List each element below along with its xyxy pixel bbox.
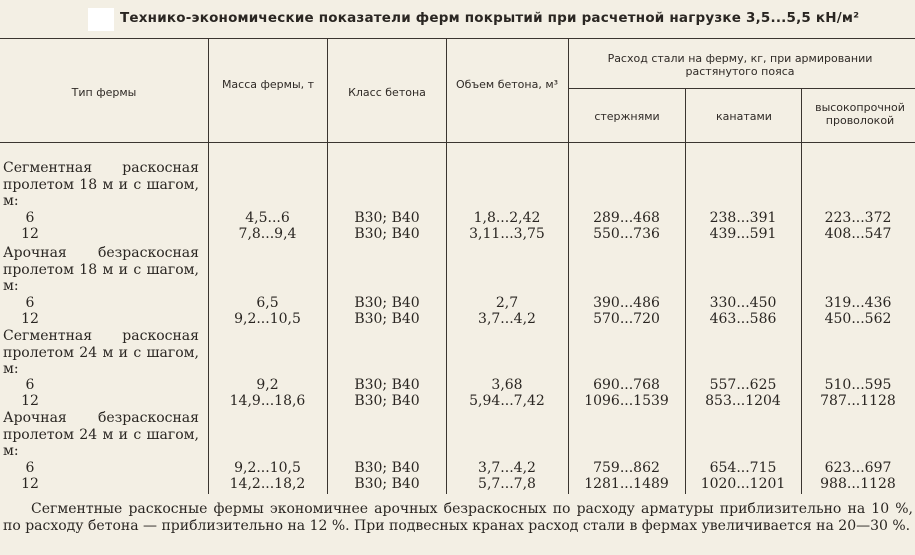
wire-cell: 787...1128 bbox=[820, 393, 896, 409]
header-wire: высокопрочной проволокой bbox=[815, 101, 905, 127]
class-cell: В30; В40 bbox=[354, 377, 420, 393]
header-ropes: канатами bbox=[716, 110, 772, 123]
rods-cell: 390...486 bbox=[593, 295, 660, 311]
wire-cell: 408...547 bbox=[824, 226, 892, 242]
volume-cell: 3,7...4,2 bbox=[478, 460, 536, 476]
volume-cell: 2,7 bbox=[495, 295, 519, 311]
col-sep bbox=[327, 142, 328, 494]
truss-type-line: Арочная безраскосная bbox=[3, 245, 199, 261]
truss-type-2 bbox=[3, 245, 199, 295]
mass-cell: 9,2...10,5 bbox=[234, 311, 301, 327]
ropes-cell: 1020...1201 bbox=[700, 476, 786, 492]
class-cell: В30; В40 bbox=[354, 393, 420, 409]
col-sep bbox=[446, 38, 447, 142]
wire-cell: 510...595 bbox=[824, 377, 892, 393]
rods-cell: 759...862 bbox=[593, 460, 660, 476]
class-cell: В30; В40 bbox=[354, 210, 420, 226]
wire-cell: 319...436 bbox=[824, 295, 892, 311]
rods-cell: 289...468 bbox=[593, 210, 660, 226]
mass-cell: 14,2...18,2 bbox=[229, 476, 306, 492]
truss-type-3 bbox=[3, 328, 199, 378]
header-bottom-rule bbox=[0, 142, 915, 143]
rods-cell: 570...720 bbox=[593, 311, 660, 327]
class-cell: В30; В40 bbox=[354, 226, 420, 242]
footnote-text: Сегментные раскосные фермы экономичнее арочных безраскосных по расходу арматуры приблизительно на 10 %, по расходу бетона — приблизительно на 12 %. При подвесных кранах расход стали в фермах увеличивается на 20—30 %. bbox=[3, 501, 913, 534]
truss-type-line: пролетом 24 м и с шагом, м: bbox=[3, 426, 199, 459]
col-sep bbox=[327, 38, 328, 142]
truss-type-line: пролетом 18 м и с шагом, м: bbox=[3, 261, 199, 294]
rods-cell: 1096...1539 bbox=[584, 393, 669, 409]
header-concrete-volume: Объем бетона, м³ bbox=[455, 78, 559, 91]
step-value: 12 bbox=[21, 311, 39, 327]
ropes-cell: 463...586 bbox=[709, 311, 777, 327]
truss-type-line: пролетом 18 м и с шагом, м: bbox=[3, 176, 199, 209]
mass-cell: 14,9...18,6 bbox=[229, 393, 306, 409]
ropes-cell: 439...591 bbox=[709, 226, 777, 242]
class-cell: В30; В40 bbox=[354, 476, 420, 492]
rods-cell: 550...736 bbox=[593, 226, 660, 242]
truss-type-line: Арочная безраскосная bbox=[3, 410, 199, 426]
truss-type-line: Сегментная раскосная bbox=[3, 328, 199, 344]
step-value: 6 bbox=[25, 460, 35, 476]
wire-cell: 223...372 bbox=[824, 210, 892, 226]
mass-cell: 9,2 bbox=[256, 377, 279, 393]
table-title: Технико-экономические показатели ферм покрытий при расчетной нагрузке 3,5...5,5 кН/м² bbox=[120, 10, 860, 26]
rods-cell: 1281...1489 bbox=[584, 476, 669, 492]
wire-cell: 450...562 bbox=[824, 311, 892, 327]
volume-cell: 5,7...7,8 bbox=[478, 476, 536, 492]
header-steel: Расход стали на ферму, кг, при армировании растянутого пояса bbox=[607, 52, 873, 78]
header-concrete-class: Класс бетона bbox=[348, 86, 426, 99]
volume-cell: 3,11...3,75 bbox=[469, 226, 545, 242]
truss-type-line: Сегментная раскосная bbox=[3, 160, 199, 176]
mass-cell: 9,2...10,5 bbox=[234, 460, 301, 476]
rods-cell: 690...768 bbox=[593, 377, 660, 393]
ropes-cell: 238...391 bbox=[709, 210, 777, 226]
truss-type-1 bbox=[3, 160, 199, 210]
ropes-cell: 853...1204 bbox=[705, 393, 781, 409]
mass-cell: 4,5...6 bbox=[245, 210, 290, 226]
mass-cell: 7,8...9,4 bbox=[238, 226, 297, 242]
ropes-cell: 330...450 bbox=[709, 295, 777, 311]
ropes-cell: 654...715 bbox=[709, 460, 777, 476]
truss-type-line: пролетом 24 м и с шагом, м: bbox=[3, 344, 199, 377]
step-value: 6 bbox=[25, 210, 35, 226]
volume-cell: 5,94...7,42 bbox=[469, 393, 545, 409]
steel-subheader-rule bbox=[568, 88, 915, 89]
class-cell: В30; В40 bbox=[354, 295, 420, 311]
wire-cell: 988...1128 bbox=[820, 476, 896, 492]
table-top-rule bbox=[0, 38, 915, 39]
volume-cell: 1,8...2,42 bbox=[473, 210, 541, 226]
step-value: 6 bbox=[25, 295, 35, 311]
col-sep bbox=[208, 38, 209, 142]
ropes-cell: 557...625 bbox=[709, 377, 777, 393]
truss-type-4 bbox=[3, 410, 199, 460]
mass-cell: 6,5 bbox=[256, 295, 279, 311]
blank-marker bbox=[88, 8, 114, 31]
header-mass: Масса фермы, т bbox=[221, 78, 315, 91]
step-value: 12 bbox=[21, 226, 39, 242]
header-rods: стержнями bbox=[594, 110, 660, 123]
class-cell: В30; В40 bbox=[354, 460, 420, 476]
wire-cell: 623...697 bbox=[824, 460, 892, 476]
step-value: 12 bbox=[21, 476, 39, 492]
volume-cell: 3,7...4,2 bbox=[478, 311, 536, 327]
header-type: Тип фермы bbox=[71, 86, 137, 99]
col-sep bbox=[801, 88, 802, 142]
step-value: 6 bbox=[25, 377, 35, 393]
footnote bbox=[3, 501, 913, 534]
col-sep bbox=[685, 88, 686, 142]
col-sep bbox=[568, 38, 569, 142]
volume-cell: 3,68 bbox=[491, 377, 523, 393]
class-cell: В30; В40 bbox=[354, 311, 420, 327]
step-value: 12 bbox=[21, 393, 39, 409]
